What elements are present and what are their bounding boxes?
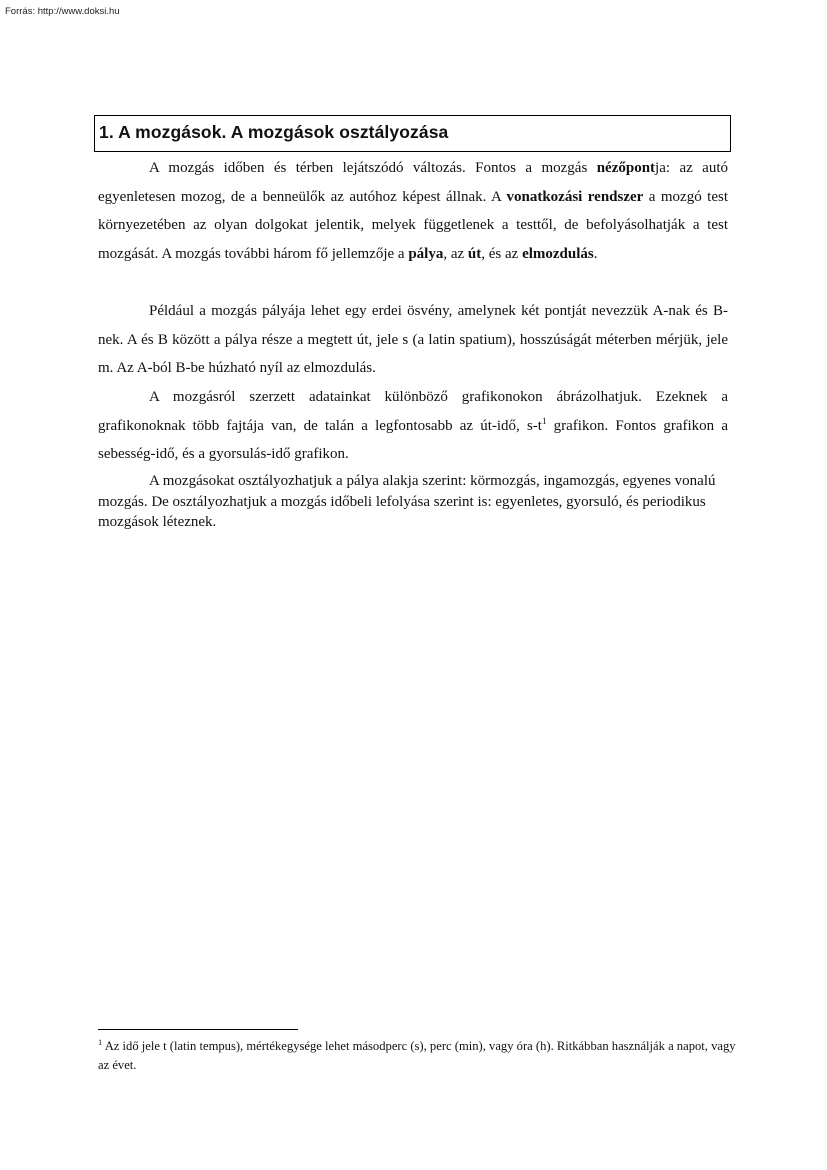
- p1-text-1: A mozgás időben és térben lejátszódó változás. Fontos a mozgás: [149, 160, 597, 176]
- p1-bold-ut: út: [467, 245, 482, 262]
- source-url-line: Forrás: http://www.doksi.hu: [5, 6, 120, 17]
- paragraph-block-4: [98, 471, 728, 533]
- p3-text-1: A mozgásról szerzett adatainkat különböző grafikonokon ábrázolhatjuk. Ezeknek a grafikonoknak több fajtája van, de talán a legfontosabb az út-idő, s-t: [98, 389, 728, 434]
- paragraph-3: [98, 383, 728, 469]
- p1-bold-palya: pálya: [408, 245, 444, 262]
- p3-text-2: grafikon. Fontos grafikon a sebesség-idő, és a gyorsulás-idő grafikon.: [98, 417, 728, 463]
- footnote-reference: 1: [541, 415, 547, 426]
- paragraph-1: [98, 154, 728, 268]
- footnote-separator: [98, 1029, 298, 1030]
- p1-bold-nezo: néző: [596, 160, 626, 176]
- footnote: [98, 1037, 738, 1074]
- paragraph-2: Például a mozgás pályája lehet egy erdei ösvény, amelynek két pontját nevezzük A-nak és B-nek. A és B között a pálya része a megtett út, jele s (a latin spatium), hosszúságát méterben mérjük, jele m. Az A-ból B-be húzható nyíl az elmozdulás.: [98, 303, 728, 377]
- p1-text-6: .: [593, 245, 598, 262]
- paragraph-4: A mozgásokat osztályozhatjuk a pálya alakja szerint: körmozgás, ingamozgás, egyenes vonalú mozgás. De osztályozhatjuk a mozgás időbeli lefolyása szerint is: egyenletes, gyorsuló, és periodikus mozgások léteznek.: [98, 473, 716, 530]
- footnote-text: Az idő jele t (latin tempus), mértékegysége lehet másodperc (s), perc (min), vagy óra (h). Ritkábban használják a napot, vagy az évet.: [98, 1039, 736, 1072]
- p1-bold-elmozdulas: elmozdulás: [522, 245, 594, 262]
- section-heading-box: [94, 115, 731, 152]
- p1-text-2: ja: az autó egyenletesen mozog, de a benneülők az autóhoz képest állnak. A: [98, 160, 728, 205]
- p1-bold-vonatkozasi-rendszer: vonatkozási rendszer: [506, 188, 644, 205]
- paragraph-block-3: [98, 383, 728, 469]
- p1-bold-pont: pont: [625, 160, 656, 176]
- p1-text-4: , az: [443, 245, 468, 262]
- footnote-mark: 1: [98, 1036, 103, 1047]
- section-heading: 1. A mozgások. A mozgások osztályozása: [99, 122, 449, 142]
- paragraph-block-1: [98, 154, 728, 268]
- paragraph-block-2: [98, 297, 728, 383]
- p1-text-3: a mozgó test környezetében az olyan dolgokat jelentik, melyek függetlenek a testtől, de befolyásolhatják a test mozgását. A mozgás további három fő jellemzője a: [98, 188, 728, 262]
- p1-text-5: , és az: [481, 245, 523, 262]
